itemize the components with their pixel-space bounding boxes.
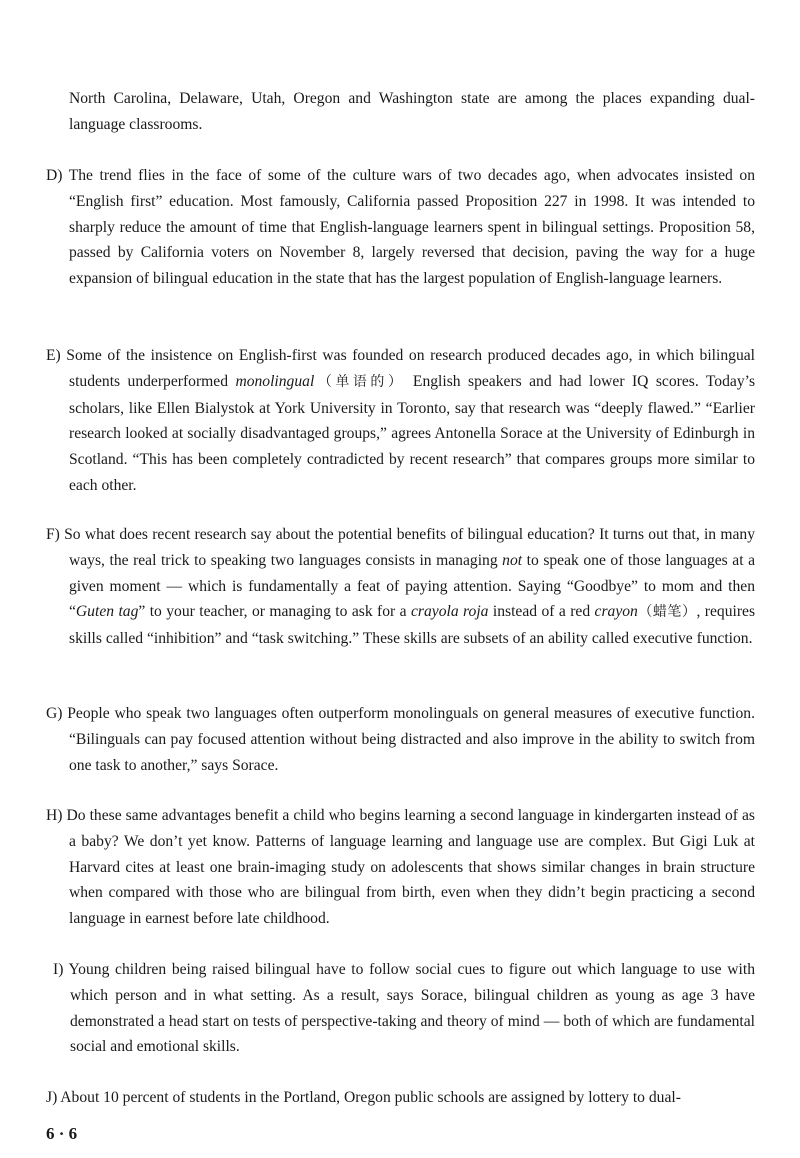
paragraph-f <box>46 522 755 652</box>
term-guten-tag: Guten tag <box>75 603 139 621</box>
term-not: not <box>502 551 523 569</box>
paragraph-f-text-a: F) So what does recent research say about the potential benefits of bilingual education? It turns out that, in many ways, the real trick to speaking two languages consists in managing <box>46 526 755 569</box>
paragraph-f-text-e: , requires skills called “inhibition” and “task switching.” These skills are subsets of an ability called executive function. <box>69 603 756 648</box>
page-number: 6 · 6 <box>46 1124 78 1143</box>
paragraph-f-text-b: to speak one of those languages at a given moment — which is fundamentally a feat of paying attention. Saying “Goodbye” to mom and then “ <box>69 551 755 621</box>
paragraph-d: D) The trend flies in the face of some of the culture wars of two decades ago, when advocates insisted on “English first” education. Most famously, California passed Proposition 227 in 1998. It was intended to sharply reduce the amount of time that English-language learners spent in bilingual settings. Proposition 58, passed by California voters on November 8, largely reversed that decision, paving the way for a huge expansion of bilingual education in the state that has the largest population of English-language learners. <box>46 167 755 288</box>
gloss-monolingual: （单语的） <box>314 373 406 390</box>
term-crayon: crayon <box>594 603 638 621</box>
paragraph-j: J) About 10 percent of students in the Portland, Oregon public schools are assigned by lottery to dual- <box>46 1089 681 1106</box>
term-monolingual: monolingual <box>235 372 315 390</box>
paragraph-g: G) People who speak two languages often outperform monolinguals on general measures of executive function. “Bilinguals can pay focused attention without being distracted and also improve in the ability to switch from one task to another,” says Sorace. <box>46 705 755 774</box>
paragraph-e <box>46 343 755 499</box>
paragraph-f-text-c: ” to your teacher, or managing to ask for a <box>138 603 411 621</box>
paragraph-e-text-b: English speakers and had lower IQ scores. Today’s scholars, like Ellen Bialystok at York University in Toronto, say that research was “deeply flawed.” “Earlier research looked at socially disadvantaged groups,” agrees Antonella Sorace at the University of Edinburgh in Scotland. “This has been completely contradicted by recent research” that compares groups more similar to each other. <box>69 372 756 494</box>
paragraph-h: H) Do these same advantages benefit a child who begins learning a second language in kindergarten instead of as a baby? We don’t yet know. Patterns of language learning and language use are complex. But Gigi Luk at Harvard cites at least one brain-imaging study on adolescents that shows similar changes in brain structure when compared with those who are bilingual from birth, even when they didn’t begin practicing a second language in earnest before late childhood. <box>46 807 755 928</box>
gloss-crayon: （蜡笔） <box>637 604 697 621</box>
paragraph-i: I) Young children being raised bilingual have to follow social cues to figure out which language to use with which person and in what setting. As a result, says Sorace, bilingual children as young as age 3 have demonstrated a head start on tests of perspective-taking and theory of mind — both of which are fundamental social and emotional skills. <box>53 961 755 1056</box>
paragraph-f-text-d: instead of a red <box>488 603 595 621</box>
term-crayola-roja: crayola roja <box>410 603 489 621</box>
paragraph-intro: North Carolina, Delaware, Utah, Oregon and Washington state are among the places expanding dual-language classrooms. <box>69 90 755 133</box>
paragraph-e-text-a: E) Some of the insistence on English-first was founded on research produced decades ago, in which bilingual students underperformed <box>46 347 755 390</box>
